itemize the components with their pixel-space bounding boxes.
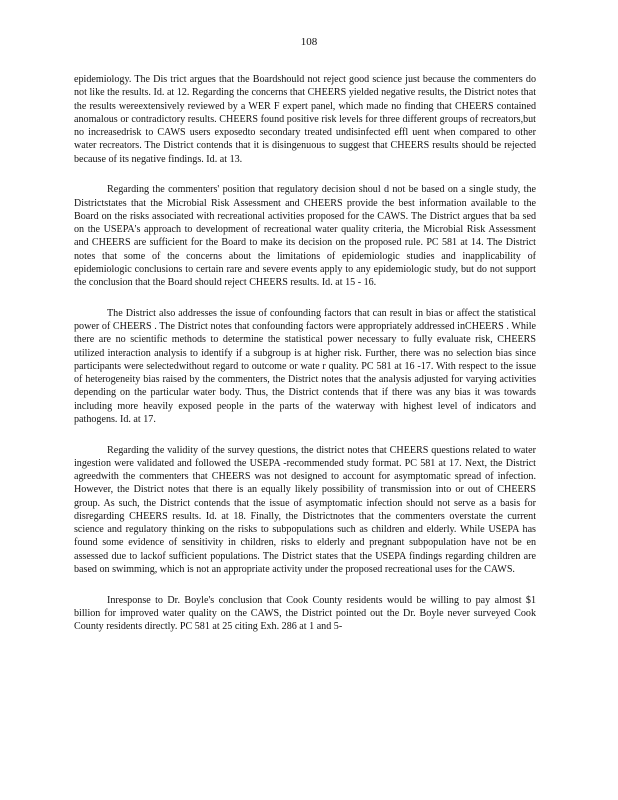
paragraph-3: The District also addresses the issue of confounding factors that can result in bias or affect the statistical power of CHEERS . The District notes that confounding factors were appropriately addressed inCHEERS . While there are no scientific methods to determine the statistical power necessary to fully evaluate risk, CHEERS utilized interaction analysis to identify if a subgroup is at higher risk. Further, there was no selection bias since participants were selectedwithout regard to outcome or wate r quality. PC 581 at 16 -17. With respect to the issue of heterogeneity bias raised by the commenters, the District notes that the analysis adjusted for varying activities depending on the particular water body. Thus, the District contends that if there was any bias it was towards including more heavily exposed people in the parts of the waterway with highest level of indicators and pathogens. Id. at 17. — [74, 307, 536, 425]
body-text — [74, 73, 536, 633]
page-number: 108 — [300, 36, 318, 48]
paragraph-2: Regarding the commenters' position that regulatory decision shoul d not be based on a single study, the Districtstates that the Microbial Risk Assessment and CHEERS provide the best information available to the Board on the risks associated with recreational activities proposed for the CAWS. The District argues that ba sed on the USEPA's approach to development of recreational water quality criteria, the Microbial Risk Assessment and CHEERS are sufficient for the Board to make its decision on the proposed rule. PC 581 at 14. The District notes that some of the concerns about the limitations of epidemiologic studies and inapplicability of epidemiologic conclusions to certain rare and severe events apply to any epidemiologic study, but do not support the conclusion that the Board should reject CHEERS results. Id. at 15 - 16. — [74, 184, 536, 288]
paragraph-1: epidemiology. The Dis trict argues that the Boardshould not reject good science just because the commenters do not like the results. Id. at 12. Regarding the concerns that CHEERS yielded negative results, the District notes that the results wereextensively reviewed by a WER F expert panel, which made no finding that CHEERS contained anomalous or contradictory results. CHEERS found positive risk levels for three different groups of recreators,but no increasedrisk to CAWS users exposedto secondary treated undisinfected effl uent when compared to other water recreators. The District contends that it is disingenuous to suggest that CHEERS results should be rejected because of its negative findings. Id. at 13. — [74, 74, 536, 165]
paragraph-5: Inresponse to Dr. Boyle's conclusion that Cook County residents would be willing to pay almost $1 billion for improved water quality on the CAWS, the District pointed out the Dr. Boyle never surveyed Cook County residents directly. PC 581 at 25 citing Exh. 286 at 1 and 5- — [74, 594, 536, 632]
paragraph-4: Regarding the validity of the survey questions, the district notes that CHEERS questions related to water ingestion were validated and followed the USEPA -recommended study format. PC 581 at 17. Next, the District agreedwith the commenters that CHEERS was not designed to account for asymptomatic spread of infection. However, the District notes that there is an equally likely possibility of transmission into or out of CHEERS group. As such, the District contends that the issue of asymptomatic infection should not serve as a basis for disregarding CHEERS results. Id. at 18. Finally, the Districtnotes that the commenters overstate the current science and regulatory thinking on the risks to subpopulations such as children and elderly. While USEPA has found some evidence of sensitivity in children, risks to elderly and pregnant subpopulation have not be en assessed due to lackof sufficient populations. The District states that the USEPA findings regarding children are based on swimming, which is not an appropriate activity under the proposed recreational uses for the CAWS. — [74, 444, 536, 575]
